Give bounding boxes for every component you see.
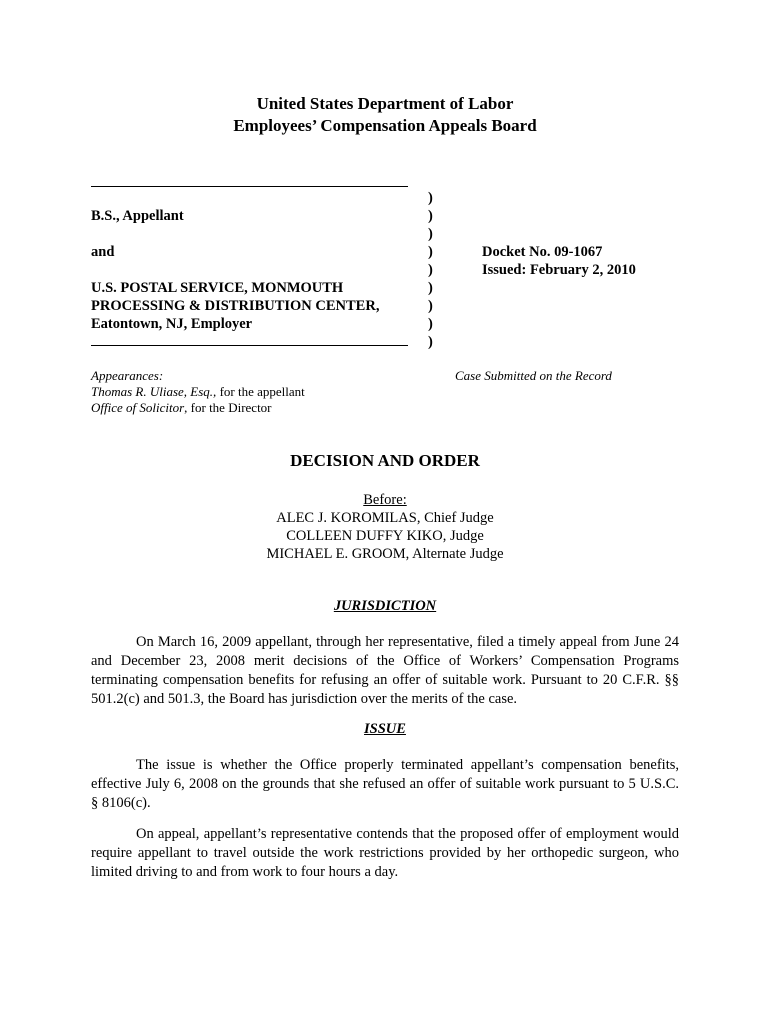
caption-paren: ): [428, 316, 433, 332]
caption-paren: ): [428, 334, 433, 350]
issue-heading: ISSUE: [364, 721, 406, 737]
director-rep-role: , for the Director: [184, 400, 272, 415]
appearances-label: Appearances:: [91, 368, 164, 383]
appellant-representative: [91, 384, 305, 400]
case-submitted-note: Case Submitted on the Record: [455, 368, 612, 383]
caption-paren: ): [428, 226, 433, 242]
docket-number: Docket No. 09-1067: [482, 244, 603, 260]
before-label-text: Before:: [363, 492, 407, 508]
board-name: Employees’ Compensation Appeals Board: [233, 116, 537, 135]
judge-alternate: MICHAEL E. GROOM, Alternate Judge: [266, 546, 504, 562]
employer-line-3: Eatontown, NJ, Employer: [91, 316, 253, 332]
appellant-rep-name: Thomas R. Uliase, Esq.,: [91, 384, 217, 399]
issued-date: Issued: February 2, 2010: [482, 262, 636, 278]
caption-and: and: [91, 244, 115, 260]
employer-line-1: U.S. POSTAL SERVICE, MONMOUTH: [91, 280, 344, 296]
caption-paren: ): [428, 244, 433, 260]
caption-paren: ): [428, 208, 433, 224]
director-rep-name: Office of Solicitor: [91, 400, 185, 415]
judge-member: COLLEEN DUFFY KIKO, Judge: [286, 528, 484, 544]
decision-title: DECISION AND ORDER: [290, 451, 480, 470]
judge-chief: ALEC J. KOROMILAS, Chief Judge: [276, 510, 494, 526]
agency-name: United States Department of Labor: [256, 94, 514, 113]
caption-paren: ): [428, 280, 433, 296]
caption-paren: ): [428, 262, 433, 278]
caption-paren: ): [428, 298, 433, 314]
appellant-rep-role: for the appellant: [216, 384, 305, 399]
appeal-contention-paragraph: On appeal, appellant’s representative contends that the proposed offer of employment would require appellant to travel outside the work restrictions provided by her orthopedic surgeon, who limited driving to and from work to four hours a day.: [91, 826, 679, 880]
before-label: [0, 491, 770, 509]
issue-paragraph: The issue is whether the Office properly terminated appellant’s compensation benefits, effective July 6, 2008 on the grounds that she refused an offer of suitable work pursuant to 5 U.S.C. § 8106(c).: [91, 757, 679, 811]
employer-line-2: PROCESSING & DISTRIBUTION CENTER,: [91, 298, 380, 314]
jurisdiction-heading: JURISDICTION: [333, 598, 437, 614]
jurisdiction-paragraph: On March 16, 2009 appellant, through her representative, filed a timely appeal from June 24 and December 23, 2008 merit decisions of the Office of Workers’ Compensation Programs terminating compensation benefits for refusing an offer of suitable work. Pursuant to 20 C.F.R. §§ 501.2(c) and 501.3, the Board has jurisdiction over the merits of the case.: [91, 634, 679, 707]
caption-paren: ): [428, 190, 433, 206]
caption-bottom-rule: [91, 345, 408, 346]
appellant-name: B.S., Appellant: [91, 208, 184, 224]
director-representative: [91, 400, 272, 416]
caption-top-rule: [91, 186, 408, 187]
